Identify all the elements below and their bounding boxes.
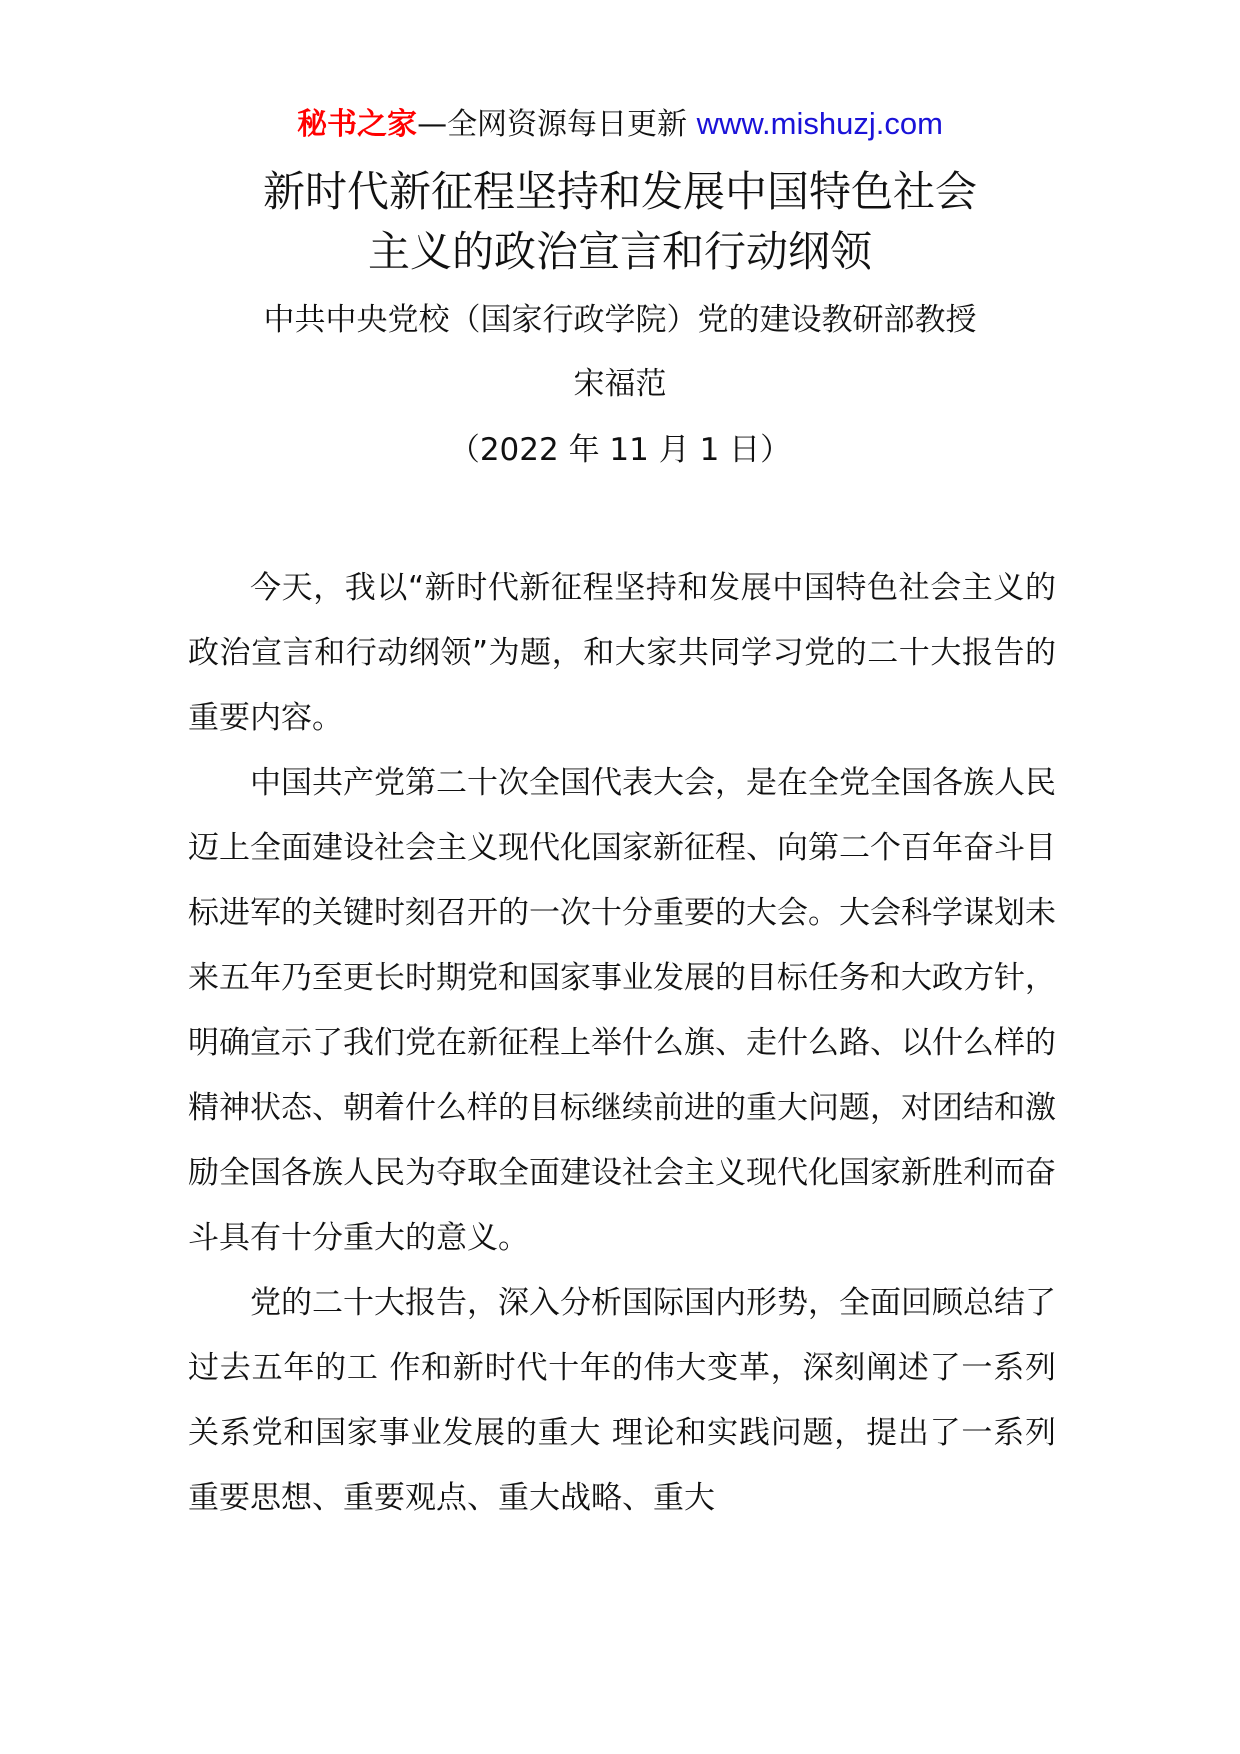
- document-body: [188, 556, 1056, 1531]
- body-paragraph: 中国共产党第二十次全国代表大会，是在全党全国各族人民迈上全面建设社会主义现代化国家新征程、向第二个百年奋斗目标进军的关键时刻召开的一次十分重要的大会。大会科学谋划未来五年乃至更长时期党和国家事业发展的目标任务和大政方针，明确宣示了我们党在新征程上举什么旗、走什么路、以什么样的精神状态、朝着什么样的目标继续前进的重大问题，对团结和激励全国各族人民为夺取全面建设社会主义现代化国家新胜利而奋斗具有十分重大的意义。: [188, 765, 1056, 1256]
- author-affiliation: 中共中央党校（国家行政学院）党的建设教研部教授: [263, 302, 977, 338]
- site-header: [0, 104, 1240, 145]
- site-url-link[interactable]: www.mishuzj.com: [696, 106, 943, 141]
- header-tagline: —全网资源每日更新: [417, 107, 697, 142]
- title-line-1: 新时代新征程坚持和发展中国特色社会: [262, 167, 977, 216]
- title-line-2: 主义的政治宣言和行动纲领: [367, 227, 872, 276]
- brand-name: 秘书之家: [297, 107, 418, 142]
- body-paragraph: 党的二十大报告，深入分析国际国内形势，全面回顾总结了过去五年的工 作和新时代十年的伟大变革，深刻阐述了一系列关系党和国家事业发展的重大 理论和实践问题，提出了一系列重要思想、重要观点、重大战略、重大: [188, 1285, 1056, 1516]
- author-name: 宋福范: [573, 366, 667, 402]
- document-title: [0, 162, 1240, 282]
- document-date: （2022 年 11 月 1 日）: [448, 432, 792, 468]
- body-paragraph: 今天，我以“新时代新征程坚持和发展中国特色社会主义的政治宣言和行动纲领”为题，和大家共同学习党的二十大报告的重要内容。: [188, 570, 1056, 736]
